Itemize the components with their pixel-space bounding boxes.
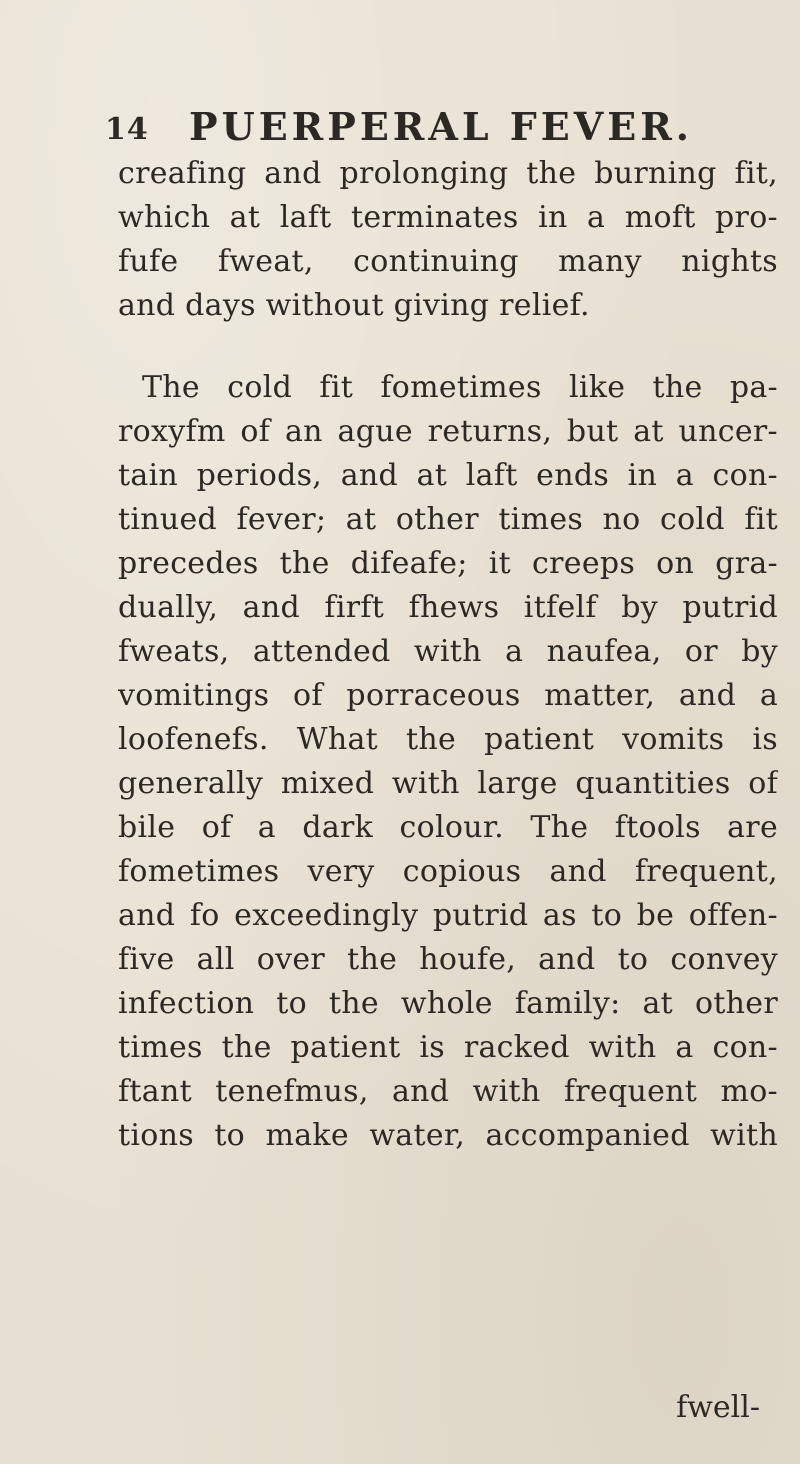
text-line: dually, and firft fhews itfelf by putrid	[118, 590, 778, 625]
text-line: fweats, attended with a naufea, or by	[118, 634, 778, 669]
text-line: and days without giving relief.	[118, 288, 590, 323]
text-line: fometimes very copious and frequent,	[118, 854, 778, 889]
text-line: infection to the whole family: at other	[118, 986, 778, 1021]
running-title: PUERPERAL FEVER.	[189, 104, 694, 149]
paragraph-gap	[118, 328, 778, 366]
text-line: creafing and prolonging the burning fit,	[118, 156, 778, 191]
paragraph-1	[118, 152, 778, 328]
text-line: times the patient is racked with a con-	[118, 1030, 778, 1065]
text-line: fufe fweat, continuing many nights	[118, 244, 778, 279]
text-line: bile of a dark colour. The ftools are	[118, 810, 778, 845]
text-line: generally mixed with large quantities of	[118, 766, 778, 801]
page-number: 14	[105, 112, 149, 147]
text-line: vomitings of porraceous matter, and a	[118, 678, 778, 713]
catchword: fwell-	[676, 1390, 760, 1425]
text-line: tinued fever; at other times no cold fit	[118, 502, 778, 537]
paragraph-2	[118, 366, 778, 1158]
text-line: precedes the difeafe; it creeps on gra-	[118, 546, 778, 581]
text-line: tain periods, and at laft ends in a con-	[118, 458, 778, 493]
text-line: tions to make water, accompanied with	[118, 1118, 778, 1153]
text-line: loofenefs. What the patient vomits is	[118, 722, 778, 757]
text-line: The cold fit fometimes like the pa-	[142, 370, 778, 405]
text-line: and fo exceedingly putrid as to be offen-	[118, 898, 778, 933]
text-line: five all over the houfe, and to convey	[118, 942, 778, 977]
text-line: roxyfm of an ague returns, but at uncer-	[118, 414, 778, 449]
text-line: ftant tenefmus, and with frequent mo-	[118, 1074, 778, 1109]
body-text	[118, 152, 778, 1158]
page-header	[105, 100, 765, 150]
text-line: which at laft terminates in a moft pro-	[118, 200, 778, 235]
